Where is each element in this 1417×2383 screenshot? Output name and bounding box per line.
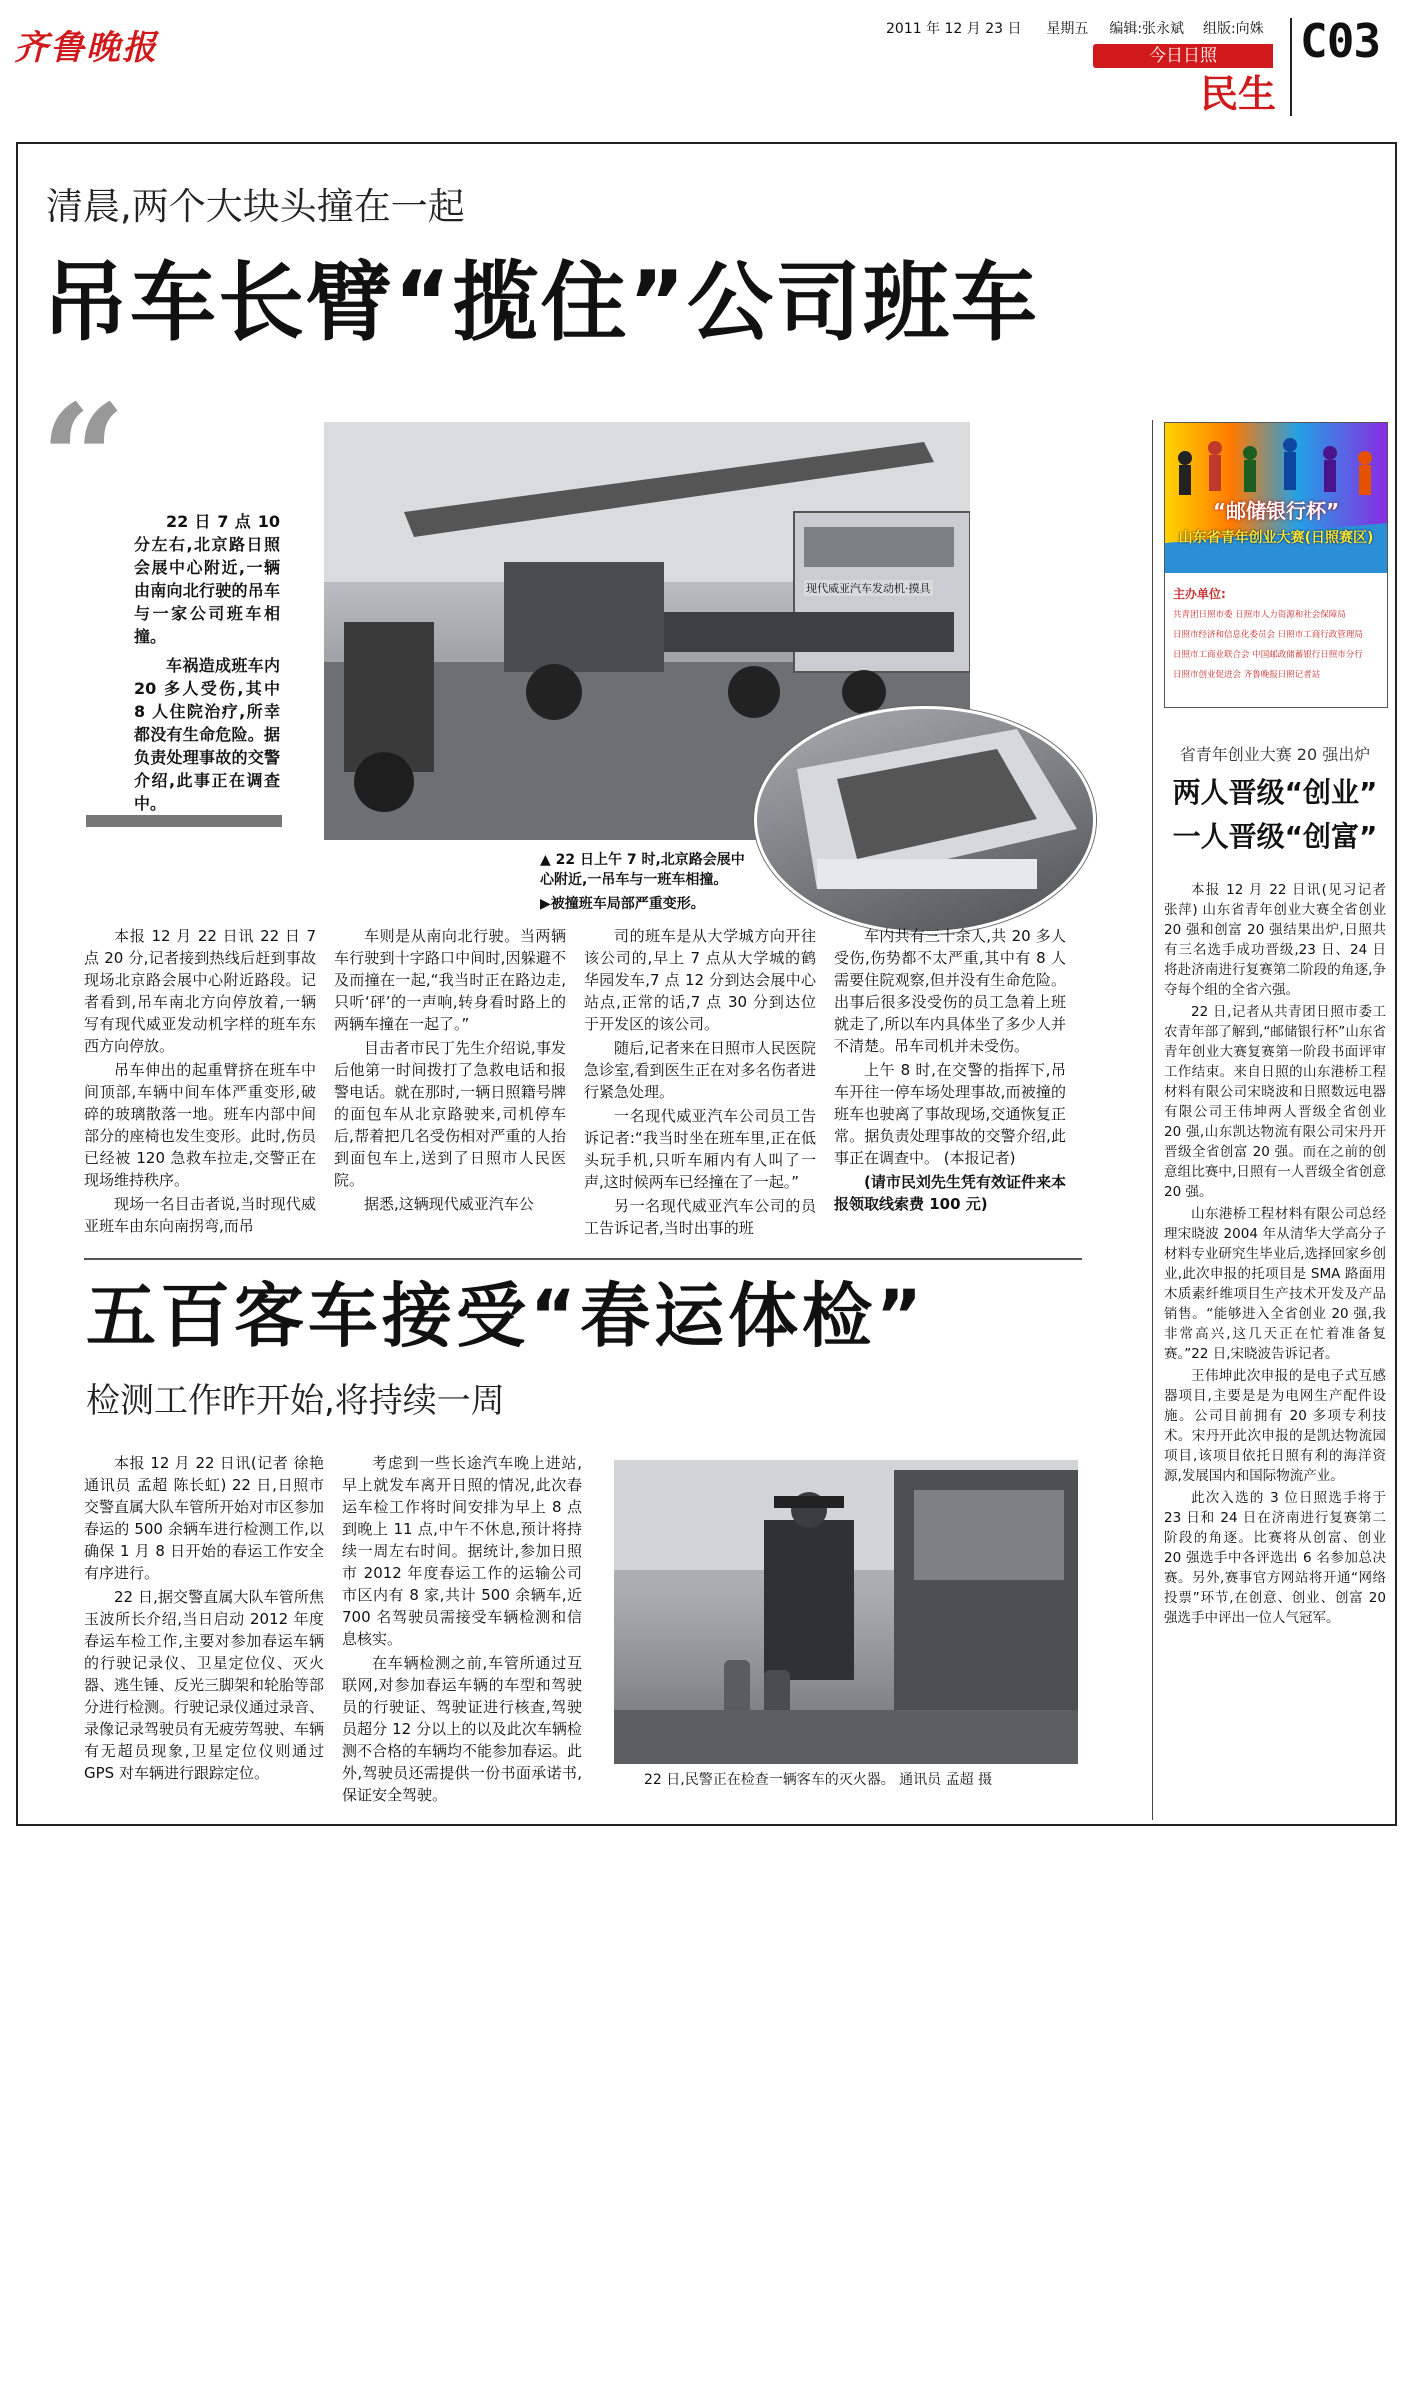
- poster-subtitle: 山东省青年创业大赛(日照赛区): [1178, 530, 1374, 546]
- second-headline: 五百客车接受“春运体检”: [86, 1275, 927, 1357]
- section-name: 民生: [1200, 72, 1277, 116]
- bus-side-text: 现代威亚汽车发动机·摸具: [806, 582, 931, 595]
- poster-org-list: [1173, 605, 1383, 685]
- story-divider: [84, 1258, 1082, 1260]
- poster-org-3: 日照市工商业联合会 中国邮政储蓄银行日照市分行: [1173, 650, 1363, 660]
- inset-photo-art: [757, 709, 1093, 931]
- issue-date: 2011 年 12 月 23 日: [886, 21, 1022, 37]
- second-subhead: 检测工作昨开始,将持续一周: [86, 1381, 505, 1421]
- lead-col-1-p3: 现场一名目击者说,当时现代威亚班车由东向南拐弯,而吊: [84, 1195, 316, 1235]
- lead-col-2: [334, 925, 566, 1217]
- issue-layout: 组版:向姝: [1202, 21, 1264, 37]
- second-col-1-p1: 本报 12 月 22 日讯(记者 徐艳 通讯员 孟超 陈长虹) 22 日,日照市交警直属大队车管所开始对市区参加春运的 500 余辆车进行检测工作,以确保 1 月 8 日开始的春运工作安全有序进行。: [84, 1454, 325, 1582]
- quote-mark-icon: “: [40, 372, 127, 548]
- side-p3: 山东港桥工程材料有限公司总经理宋晓波 2004 年从清华大学高分子材料专业研究生毕业后,选择回家乡创业,此次申报的托项目是 SMA 路面用木质素纤维项目生产技术开发及产品销售。“能够进入全省创业 20 强,我非常高兴,这几天正在忙着准备复赛。”22 日,宋晓波告诉记者。: [1164, 1206, 1386, 1362]
- inset-photo-caption: ▶被撞班车局部严重变形。: [540, 896, 705, 912]
- lead-summary: [134, 510, 280, 815]
- second-col-2-p2: 在车辆检测之前,车管所通过互联网,对参加春运车辆的车型和驾驶员的行驶证、驾驶证进行核查,驾驶员超分 12 分以上的以及此次车辆检测不合格的车辆均不能参加春运。此外,驾驶员还需提供一份书面承诺书,保证安全驾驶。: [342, 1654, 583, 1804]
- second-col-1-p2: 22 日,据交警直属大队车管所焦玉波所长介绍,当日启动 2012 年度春运车检工作,主要对参加春运车辆的行驶记录仪、卫星定位仪、灭火器、逃生锤、反光三脚架和轮胎等部分进行检测。行驶记录仪通过录音、录像记录驾驶员有无疲劳驾驶、车辆有无超员现象,卫星定位仪则通过 GPS 对车辆进行跟踪定位。: [84, 1588, 325, 1782]
- poster-org-label: 主办单位:: [1173, 587, 1226, 601]
- second-col-2-p1: 考虑到一些长途汽车晚上进站,早上就发车离开日照的情况,此次春运车检工作将时间安排为早上 8 点到晚上 11 点,中午不休息,预计将持续一周左右时间。据统计,参加日照市 2012 年度春运工作的运输公司市区内有 8 家,共计 500 余辆车,近 700 名驾驶员需接受车辆检测和信息核实。: [342, 1454, 582, 1648]
- side-p1: 本报 12 月 22 日讯(见习记者 张萍) 山东省青年创业大赛全省创业 20 强和创富 20 强结果出炉,日照共有三名选手成功晋级,23 日、24 日将赴济南进行复赛第二阶段的角逐,争夺每个组的全省六强。: [1164, 882, 1386, 998]
- sidebar-divider: [1152, 420, 1153, 1820]
- lead-col-1-p2: 吊车伸出的起重臂挤在班车中间顶部,车辆中间车体严重变形,破碎的玻璃散落一地。班车内部中间部分的座椅也发生变形。此时,伤员已经被 120 急救车拉走,交警正在现场维持秩序。: [84, 1061, 316, 1189]
- masthead-divider: [1290, 18, 1292, 116]
- lead-col-4-p2: 上午 8 时,在交警的指挥下,吊车开往一停车场处理事故,而被撞的班车也驶离了事故现场,交通恢复正常。据负责处理事故的交警介绍,此事正在调查中。 (本报记者): [834, 1061, 1066, 1167]
- side-headline-2: 一人晋级“创富”: [1172, 820, 1378, 853]
- issue-info: [886, 20, 1264, 38]
- inspection-photo-caption: 22 日,民警正在检查一辆客车的灭火器。 通讯员 孟超 摄: [644, 1772, 993, 1788]
- section-tag: 今日日照: [1093, 44, 1273, 68]
- lead-col-3-p4: 另一名现代威亚汽车公司的员工告诉记者,当时出事的班: [584, 1197, 816, 1237]
- contest-poster: [1164, 422, 1388, 708]
- lead-col-2-p1: 车则是从南向北行驶。当两辆车行驶到十字路口中间时,因躲避不及而撞在一起,“我当时正在路边走,只听‘砰’的一声响,转身看时路上的两辆车撞在一起了。”: [334, 927, 566, 1033]
- inspection-photo-art: [614, 1460, 1078, 1764]
- poster-title: “邮储银行杯”: [1212, 499, 1340, 523]
- poster-org-2: 日照市经济和信息化委员会 日照市工商行政管理局: [1173, 630, 1363, 640]
- side-body: [1164, 880, 1386, 1630]
- paper-logo: 齐鲁晚报: [14, 28, 158, 68]
- side-p4: 王伟坤此次申报的是电子式互感器项目,主要是是为电网生产配件设施。公司目前拥有 20 多项专利技术。宋丹开此次申报的是凯达物流园项目,该项目依托日照有利的海洋资源,发展国内和国际物流产业。: [1164, 1368, 1386, 1484]
- lead-col-3-p1: 司的班车是从大学城方向开往该公司的,早上 7 点从大学城的鹤华园发车,7 点 12 分到达会展中心站点,正常的话,7 点 30 分到达位于开发区的该公司。: [584, 927, 816, 1033]
- lead-col-1-p1: 本报 12 月 22 日讯 22 日 7 点 20 分,记者接到热线后赶到事故现场北京路会展中心附近路段。记者看到,吊车南北方向停放着,一辆写有现代威亚发动机字样的班车东西方向停放。: [84, 927, 316, 1055]
- lead-kicker: 清晨,两个大块头撞在一起: [46, 185, 465, 228]
- lead-headline: 吊车长臂“揽住”公司班车: [42, 253, 1040, 353]
- inset-photo: [754, 706, 1096, 934]
- issue-editor: 编辑:张永斌: [1109, 21, 1185, 37]
- inspection-photo: [614, 1460, 1078, 1764]
- lead-col-3-p3: 一名现代威亚汽车公司员工告诉记者:“我当时坐在班车里,正在低头玩手机,只听车厢内有人叫了一声,这时候两车已经撞在了一起。”: [584, 1107, 816, 1191]
- second-col-2: [342, 1452, 582, 1808]
- poster-org-4: 日照市创业促进会 齐鲁晚报日照记者站: [1173, 670, 1321, 680]
- lead-col-4-p3: (请市民刘先生凭有效证件来本报领取线索费 100 元): [834, 1173, 1066, 1213]
- page-code: C03: [1300, 14, 1381, 68]
- side-kicker: 省青年创业大赛 20 强出炉: [1179, 745, 1371, 764]
- side-p2: 22 日,记者从共青团日照市委工农青年部了解到,“邮储银行杯”山东省青年创业大赛复赛第一阶段书面评审工作结束。来自日照的山东港桥工程材料有限公司宋晓波和日照数远电器有限公司王伟坤两人晋级全省创业 20 强,山东凯达物流有限公司宋丹开晋级全省创富 20 强。而在之前的创意组比赛中,日照有一人晋级全省创意 20 强。: [1164, 1004, 1386, 1200]
- summary-bar: [86, 815, 282, 827]
- lead-col-4: [834, 925, 1066, 1217]
- issue-weekday: 星期五: [1046, 21, 1089, 37]
- lead-col-3-p2: 随后,记者来在日照市人民医院急诊室,看到医生正在对多名伤者进行紧急处理。: [584, 1039, 816, 1101]
- lead-col-3: [584, 925, 816, 1241]
- lead-summary-1: 22 日 7 点 10 分左右,北京路日照会展中心附近,一辆由南向北行驶的吊车与一家公司班车相撞。: [134, 512, 280, 646]
- lead-summary-2: 车祸造成班车内 20 多人受伤,其中 8 人住院治疗,所幸都没有生命危险。据负责处理事故的交警介绍,此事正在调查中。: [134, 656, 280, 813]
- side-p5: 此次入选的 3 位日照选手将于 23 日和 24 日在济南进行复赛第二阶段的角逐。比赛将从创富、创业 20 强选手中各评选出 6 名参加总决赛。另外,赛事官方网站将开通“网络投票”环节,在创意、创业、创富 20 强选手中评出一位人气冠军。: [1164, 1490, 1386, 1626]
- second-col-1: [84, 1452, 324, 1786]
- poster-org-1: 共青团日照市委 日照市人力资源和社会保障局: [1173, 610, 1346, 620]
- crash-photo-caption: ▲ 22 日上午 7 时,北京路会展中心附近,一吊车与一班车相撞。: [540, 852, 745, 888]
- lead-col-1: [84, 925, 316, 1239]
- lead-col-2-p2: 目击者市民丁先生介绍说,事发后他第一时间拨打了急救电话和报警电话。就在那时,一辆日照籍号牌的面包车从北京路驶来,司机停车后,帮着把几名受伤相对严重的人抬到面包车上,送到了日照市人民医院。: [334, 1039, 566, 1189]
- side-headline-1: 两人晋级“创业”: [1172, 776, 1378, 809]
- lead-col-4-p1: 车内共有三十余人,共 20 多人受伤,伤势都不太严重,其中有 8 人需要住院观察,但并没有生命危险。出事后很多没受伤的员工急着上班就走了,所以车内具体坐了多少人并不清楚。吊车司机并未受伤。: [834, 927, 1066, 1055]
- lead-col-2-p3: 据悉,这辆现代威亚汽车公: [364, 1195, 534, 1213]
